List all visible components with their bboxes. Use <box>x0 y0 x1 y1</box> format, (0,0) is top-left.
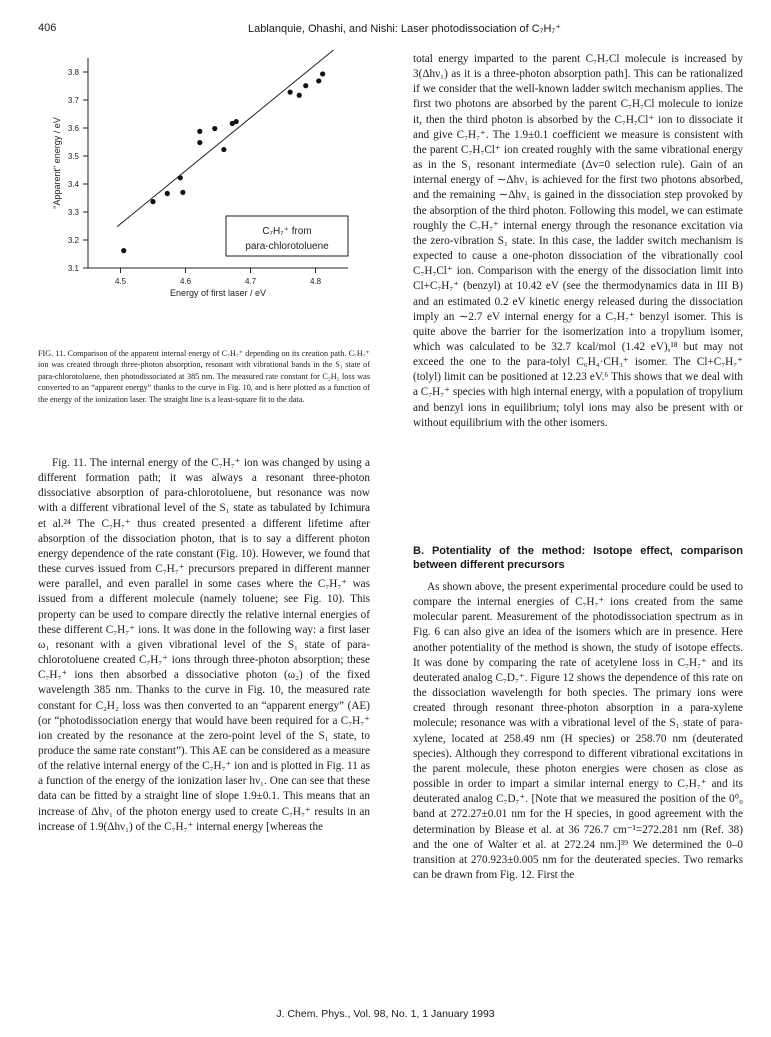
x-axis-label: Energy of first laser / eV <box>169 288 267 298</box>
right-column-top <box>413 52 743 431</box>
data-point <box>180 190 185 195</box>
scatter-plot <box>48 50 368 300</box>
caption-text: Comparison of the apparent internal energy of C₇H₇⁺ depending on its creation path. C₇H₇⁺ ion was created through three-photon absorption, resonant with vibrational bands in the S₁ state of para-chlorotoluene, then photodissociated at 385 nm. The measured rate constant for C₂H₂ loss was converted to an “apparent energy” thanks to the curve in Fig. 10, and is here plotted as a function of the energy of the ionization laser. The straight line is a least-square fit to the data. <box>38 349 371 404</box>
figure-11-chart <box>48 50 368 300</box>
page-number: 406 <box>38 22 57 34</box>
left-paragraph: Fig. 11. The internal energy of the C₇H₇⁺ ion was changed by using a different formation path; it was always a resonant three-photon dissociative absorption of para-chlorotoluene, but resonance was now with a different vibrational level of the S₁ state as tabulated by Ichimura et al.²⁴ The C₇H₇⁺ thus created presented a different lifetime after absorption of the dissociation photon, that is to say a different photon energy dependence of the rate constant (Fig. 10). However, we found that these curves issued from C₇H₇⁺ precursors prepared in different manner were parallel, and even parallel in some cases where the C₇H₇⁺ was issued from a different molecule (namely toluene; see Fig. 10). This property can be used to compare directly the relative internal energies of these different C₇H₇⁺ ions. It was done in the following way: a first laser ω₁ resonant with a given vibrational level of the S₁ state of para-chlorotoluene created C₇H₇⁺ ions through three-photon absorption; these C₇H₇⁺ ions then absorbed a dissociative photon (ω₂) of the fixed wavelength 385 nm. Thanks to the curve in Fig. 10, the measured rate constant for C₂H₂ loss was then converted to an “apparent energy” (AE) (or “photodissociation energy that would have been required for a C₇H₇⁺ ion created by the resonance at the zero-point level of the S₁ state, to produce the same rate constant”). This AE can be considered as a measure of the relative internal energy of the C₇H₇⁺ ion and is plotted in Fig. 11 as a function of the energy of the ionization laser hν₁. One can see that these data can be fitted by a straight line of slope 1.9±0.1. This means that an increase of Δhν₁ of the photon energy used to create C₇H₇⁺ results in an increase of 1.9(Δhν₁) of the C₇H₇⁺ internal energy [whereas the <box>38 457 370 833</box>
caption-label: FIG. 11. <box>38 349 66 358</box>
data-point <box>165 191 170 196</box>
data-point <box>178 175 183 180</box>
y-tick-label: 3.6 <box>67 124 79 133</box>
y-tick-label: 3.3 <box>67 208 79 217</box>
data-point <box>320 71 325 76</box>
data-point <box>212 126 217 131</box>
x-tick-label: 4.5 <box>114 277 127 286</box>
data-point <box>288 90 293 95</box>
x-tick-label: 4.6 <box>179 277 192 286</box>
data-point <box>221 147 226 152</box>
data-point <box>234 119 239 124</box>
figure-caption <box>38 348 370 405</box>
running-title: Lablanquie, Ohashi, and Nishi: Laser photodissociation of C₇H₇⁺ <box>248 23 561 35</box>
page-header <box>38 22 738 38</box>
page-footer: J. Chem. Phys., Vol. 98, No. 1, 1 January 1993 <box>276 1008 495 1020</box>
data-point <box>150 199 155 204</box>
legend-line-2: para-chlorotoluene <box>245 241 329 252</box>
data-point <box>121 248 126 253</box>
y-tick-label: 3.8 <box>67 68 79 77</box>
y-axis-label: "Apparent" energy / eV <box>52 117 62 209</box>
right-paragraph-1: total energy imparted to the parent C₇H₇Cl molecule is increased by 3(Δhν₁) as it is a three-photon absorption path]. This can be rationalized if we consider that the well-known ladder switch mechanism applies. The first two photons are absorbed by the parent C₇H₇Cl molecule to ionize it, then the third photon is absorbed by the C₇H₇Cl⁺ ion to dissociate it and give C₇H₇⁺. The 1.9±0.1 coefficient we measure is consistent with the parent C₇H₇Cl⁺ ion created roughly with the same vibrational energy as in the S₁ resonant intermediate (Δv=0 selection rule). Gain of an internal energy of ∼Δhν₁ is achieved for the first two photons absorbed, and the remaining ∼Δhν₁ is gained in the dissociation step provoked by the absorption of the third photon. Following this model, we can estimate roughly the C₇H₇⁺ internal energy through the resonance excitation via the zero-vibration S₁ state. In this case, the ladder switch mechanism is expected to cause a one-photon dissociation of the vibrationally cool C₇H₇Cl⁺ ion. Comparison with the energy of the dissociation limit into Cl+C₇H₇⁺ (benzyl) at 10.42 eV (see the thermodynamics data in III B) and an estimated 0.2 eV kinetic energy released during the dissociation imply an ∼2.7 eV internal energy for a C₇H₇⁺ benzyl isomer. This is quite above the barrier for the isomerization into a tropylium isomer, which was calculated to be 32.7 kcal/mol (1.42 eV),¹⁸ but may not exceed the one to the para-tolyl C₆H₄·CH₃⁺ isomer. The Cl+C₇H₇⁺ (tolyl) limit can be positioned at 12.23 eV.⁶ This shows that we deal with a C₇H₇⁺ species with high internal energy, with a population of tropylium and benzyl ions in equilibrium; tolyl ions may also be present with or without equilibrium with the other isomers. <box>413 53 743 429</box>
data-point <box>197 140 202 145</box>
data-point <box>303 83 308 88</box>
legend-line-1: C₇H₇⁺ from <box>262 226 312 237</box>
fit-line <box>117 50 341 227</box>
data-point <box>197 129 202 134</box>
data-point <box>316 78 321 83</box>
y-tick-label: 3.5 <box>67 152 79 161</box>
data-point <box>297 93 302 98</box>
right-column-bottom <box>413 544 743 883</box>
y-tick-label: 3.7 <box>67 96 79 105</box>
left-column <box>38 456 370 835</box>
y-tick-label: 3.1 <box>67 264 79 273</box>
right-paragraph-2: As shown above, the present experimental procedure could be used to compare the internal energies of C₇H₇⁺ ions created from the same molecular parent. Measurement of the photodissociation spectrum as in Fig. 6 can also give an idea of the isomers which are in presence. Here another potentiality of the method is shown, the study of isotope effects. It was done by comparing the rate of acetylene loss in C₇H₇⁺ and its deuterated analog C₇D₇⁺. Figure 12 shows the dependence of this rate on the dissociation wavelength for both species. The primary ions were created through resonant three-photon absorption in a para-xylene molecule; resonance was with a vibrational level of the S₁ state of para-xylene, located at 258.49 nm (H species) or 258.70 nm (deuterated species). Although they correspond to different vibrational excitations in the parent molecule, these photon energies were chosen as close as possible in order to impart a similar internal energy to C₇H₇⁺ and its deuterated analog C₇D₇⁺. [Note that we measured the position of the 0⁰₀ band at 272.27±0.01 nm for the H species, in good agreement with the determination by Blease et al. at 36 726.7 cm⁻¹=272.281 nm (Ref. 38) and the one of Walter et al. at 272.24 nm.]³⁹ We determined the 0–0 transition at 270.923±0.005 nm for the deuterated species. Two remarks can be drawn from Fig. 12. First the <box>413 581 743 881</box>
x-tick-label: 4.7 <box>244 277 257 286</box>
y-tick-label: 3.4 <box>67 180 79 189</box>
x-tick-label: 4.8 <box>309 277 322 286</box>
section-title: B. Potentiality of the method: Isotope effect, comparison between different precursors <box>413 545 743 571</box>
y-tick-label: 3.2 <box>67 236 79 245</box>
